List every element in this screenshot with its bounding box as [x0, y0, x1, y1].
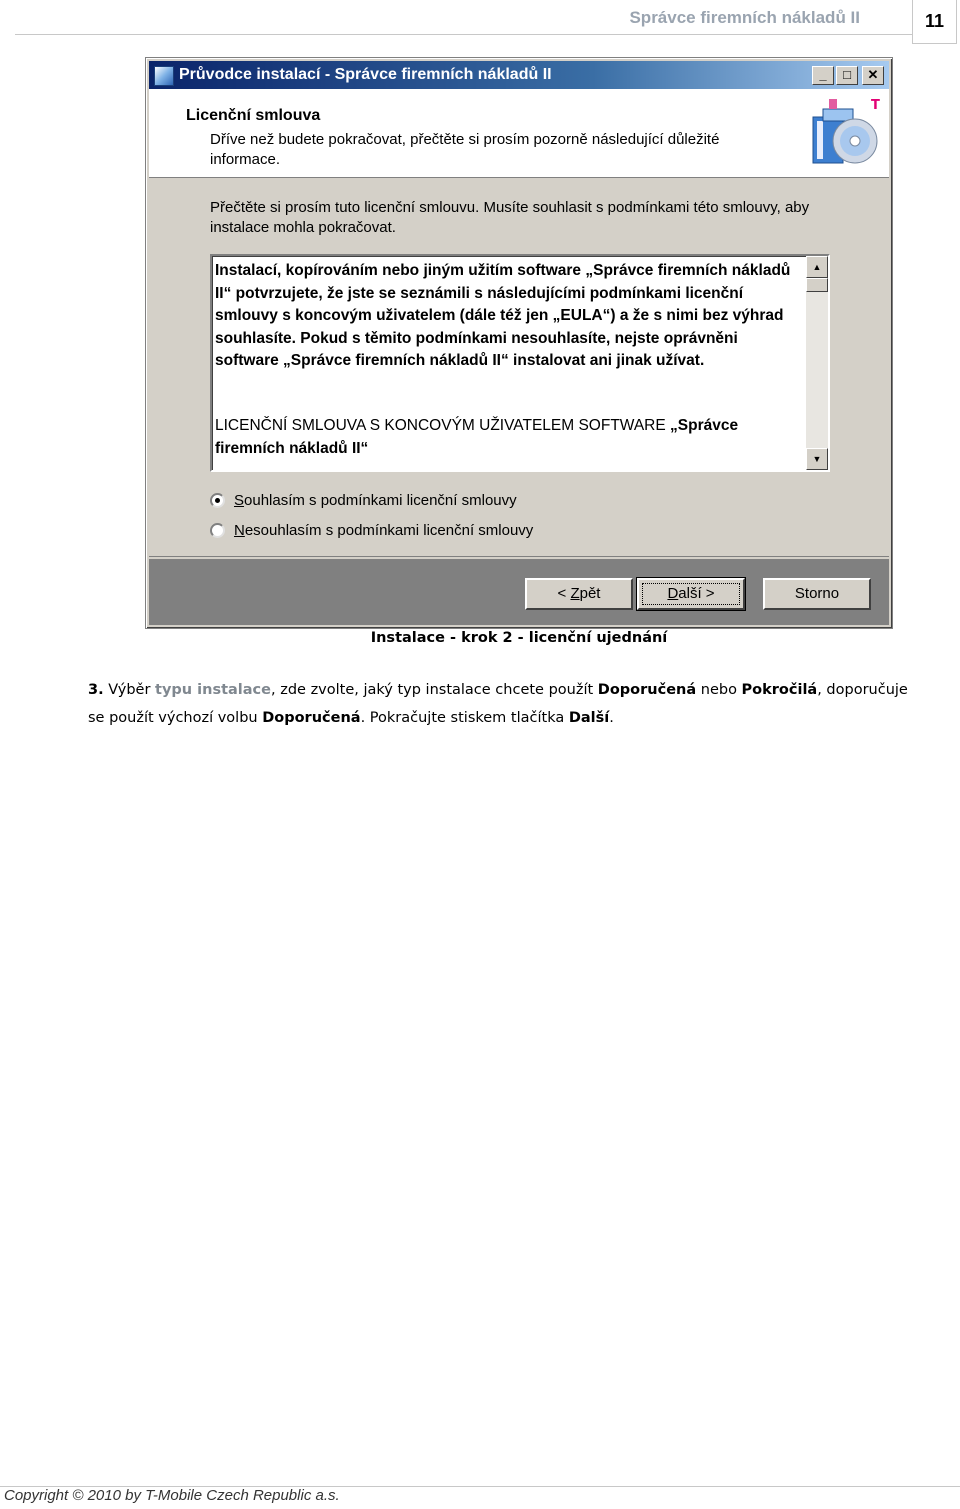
- focus-rectangle: [642, 583, 740, 605]
- step-keyword: typu instalace: [155, 682, 271, 698]
- accept-license-option[interactable]: [210, 492, 517, 509]
- scroll-thumb[interactable]: [806, 278, 828, 292]
- installer-window: [145, 57, 893, 629]
- license-intro-text: Přečtěte si prosím tuto licenční smlouvu. Musíte souhlasit s podmínkami této smlouvy, aby instalace mohla pokračovat.: [210, 199, 810, 236]
- back-button[interactable]: < Zpět: [525, 578, 633, 610]
- wizard-page-title: Licenční smlouva: [186, 107, 321, 124]
- figure-caption: Instalace - krok 2 - licenční ujednání: [370, 630, 668, 646]
- svg-text:T: T: [871, 98, 880, 113]
- scroll-down-arrow-icon[interactable]: ▼: [806, 448, 828, 470]
- window-title: Průvodce instalací - Správce firemních nákladů II: [179, 66, 552, 83]
- accept-radio[interactable]: [210, 493, 225, 508]
- footer-copyright: Copyright © 2010 by T-Mobile Czech Republic a.s.: [4, 1487, 340, 1504]
- accept-label: Souhlasím s podmínkami licenční smlouvy: [234, 492, 517, 509]
- license-textbox[interactable]: [210, 254, 830, 472]
- step-paragraph: 3. Výběr typu instalace, zde zvolte, jaký typ instalace chcete použít Doporučená nebo Pokročilá, doporučuje se použít výchozí volbu Doporučená. Pokračujte stiskem tlačítka Další.: [88, 682, 908, 726]
- cancel-button[interactable]: Storno: [763, 578, 871, 610]
- close-button[interactable]: ✕: [862, 66, 884, 85]
- document-header-title: Správce firemních nákladů II: [629, 8, 860, 27]
- decline-radio[interactable]: [210, 523, 225, 538]
- header-rule: [15, 34, 913, 35]
- page-number: 11: [912, 0, 957, 44]
- window-titlebar: [149, 61, 889, 89]
- app-icon: [154, 66, 174, 86]
- scroll-up-arrow-icon[interactable]: ▲: [806, 256, 828, 278]
- minimize-button[interactable]: _: [812, 66, 834, 85]
- step-number: 3.: [88, 682, 104, 698]
- decline-label: Nesouhlasím s podmínkami licenční smlouvy: [234, 522, 534, 539]
- license-heading-start: LICENČNÍ SMLOUVA S KONCOVÝM UŽIVATELEM SOFTWARE: [215, 417, 671, 434]
- maximize-button[interactable]: □: [836, 66, 858, 85]
- wizard-page-subtitle: Dříve než budete pokračovat, přečtěte si prosím pozorně následující důležité informace.: [210, 131, 720, 168]
- next-button[interactable]: Další >: [637, 578, 745, 610]
- installer-box-cd-icon: [807, 95, 883, 171]
- decline-license-option[interactable]: [210, 522, 533, 539]
- license-heading-product: „Správce firemních nákladů II“: [215, 417, 739, 457]
- wizard-header: [149, 89, 889, 178]
- license-paragraph: Instalací, kopírováním nebo jiným užitím software „Správce firemních nákladů II“ potvrzujete, že jste se seznámili s následujícími podmínkami licenční smlouvy s koncovým uživatelem (dále též jen „EULA“) a že s nimi bez výhrad souhlasíte. Pokud s těmito podmínkami nesouhlasíte, nejste oprávněni software „Správce firemních nákladů II“ instalovat ani jinak užívat.: [215, 262, 791, 369]
- license-scrollbar[interactable]: [806, 256, 828, 470]
- license-heading: [215, 415, 805, 460]
